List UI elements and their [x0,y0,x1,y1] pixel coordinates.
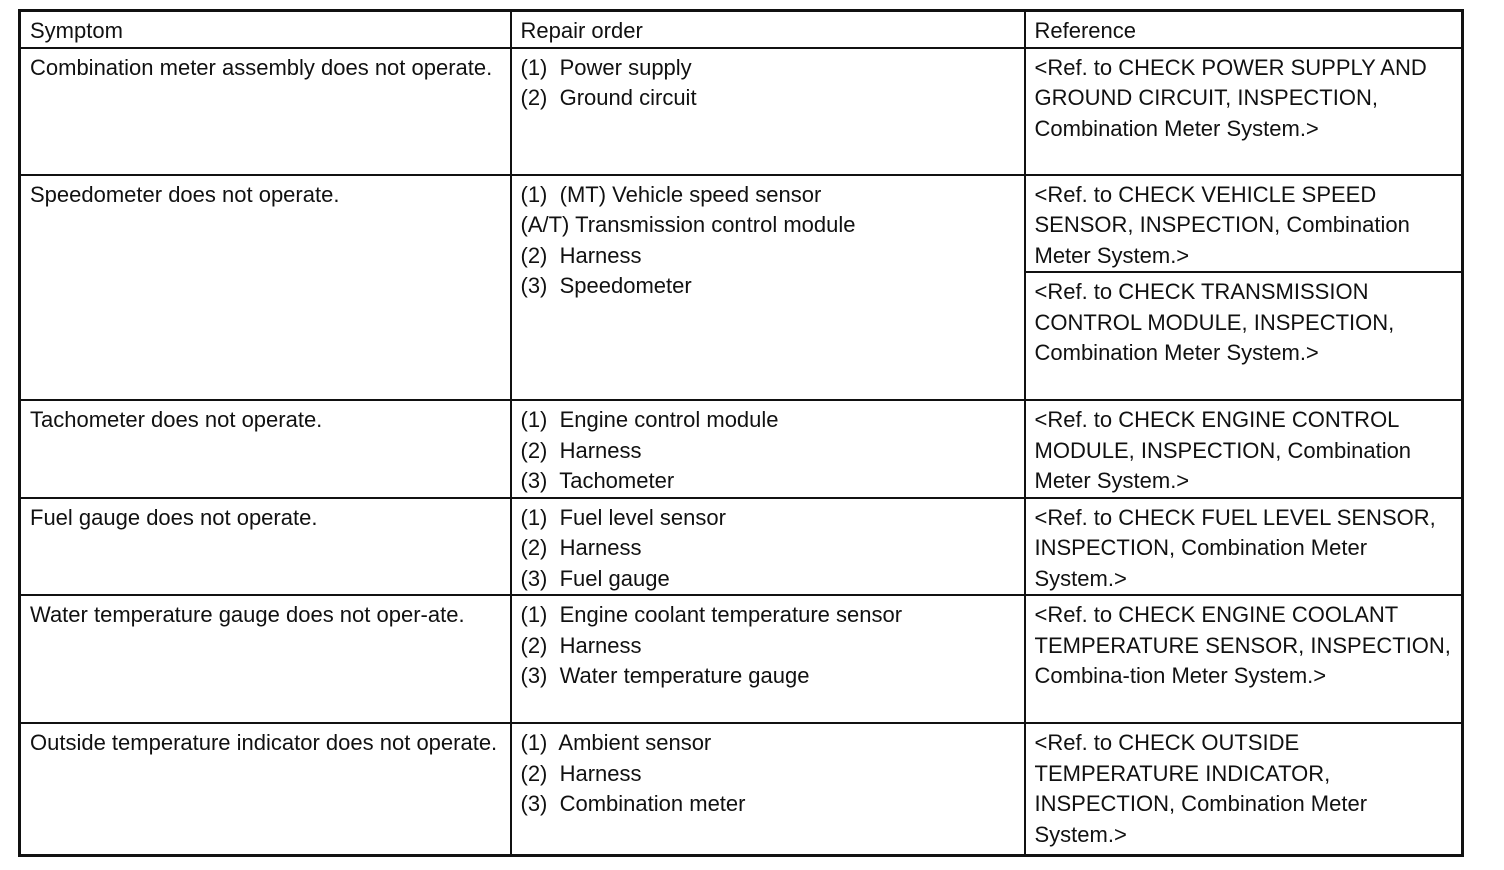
symptom-text: Water temperature gauge does not oper-ate. [30,602,465,627]
symptom-text: Speedometer does not operate. [30,181,340,207]
reference-cell [1025,175,1463,273]
symptom-cell [20,723,511,855]
table-row [20,498,1463,596]
repair-step: (3) Speedometer [520,273,692,298]
repair-step: (2) Ground circuit [520,85,697,110]
header-repair-order: Repair order [511,11,1025,48]
symptom-text: Fuel gauge does not operate. [30,504,318,530]
table-row [20,723,1463,855]
reference-cell [1025,595,1463,723]
repair-order-cell [511,595,1025,723]
reference-text: <Ref. to CHECK ENGINE CONTROL MODULE, INSPECTION, Combination Meter System.> [1034,407,1412,493]
reference-cell [1025,723,1463,855]
symptom-cell [20,595,511,723]
repair-step: (2) Harness [520,760,642,786]
symptom-cell [20,175,511,401]
repair-order-cell [511,48,1025,175]
header-reference: Reference [1025,11,1463,48]
reference-cell [1025,498,1463,596]
repair-step: (1) Fuel level sensor [520,504,726,530]
reference-cell [1025,400,1463,498]
repair-step: (3) Fuel gauge [520,565,670,591]
repair-step: (3) Combination meter [520,791,746,816]
header-row [20,11,1463,48]
repair-step: (3) Tachometer [520,468,675,493]
repair-order-cell [511,723,1025,855]
diagnosis-table [18,9,1464,857]
repair-order-cell [511,498,1025,596]
reference-text: <Ref. to CHECK VEHICLE SPEED SENSOR, INSPECTION, Combination Meter System.> [1034,181,1410,268]
symptom-cell [20,48,511,175]
repair-step: (1) Engine coolant temperature sensor [520,602,903,627]
table-row [20,175,1463,273]
reference-cell [1025,272,1463,400]
symptom-text: Tachometer does not operate. [30,407,323,432]
reference-cell [1025,48,1463,175]
table-row [20,595,1463,723]
symptom-cell [20,498,511,596]
repair-step: (1) Ambient sensor [520,730,712,755]
repair-step: (2) Harness [520,437,642,463]
repair-step: (1) Power supply [520,54,692,80]
repair-step: (A/T) Transmission control module [520,212,856,237]
reference-text: <Ref. to CHECK FUEL LEVEL SENSOR, INSPECTION, Combination Meter System.> [1034,504,1436,591]
reference-text: <Ref. to CHECK OUTSIDE TEMPERATURE INDICATOR, INSPECTION, Combination Meter System.> [1034,730,1368,847]
repair-step: (1) Engine control module [520,407,779,432]
repair-order-cell [511,175,1025,401]
symptom-text: Combination meter assembly does not operate. [30,54,493,80]
symptom-text: Outside temperature indicator does not operate. [30,730,498,755]
symptom-cell [20,400,511,498]
repair-step: (2) Harness [520,242,642,268]
table-row [20,400,1463,498]
repair-step: (3) Water temperature gauge [520,663,810,688]
reference-text: <Ref. to CHECK ENGINE COOLANT TEMPERATURE SENSOR, INSPECTION, Combina-tion Meter System.> [1034,602,1451,688]
reference-text: <Ref. to CHECK POWER SUPPLY AND GROUND CIRCUIT, INSPECTION, Combination Meter System.> [1034,54,1427,141]
table-row [20,48,1463,175]
repair-step: (1) (MT) Vehicle speed sensor [520,181,822,207]
header-symptom: Symptom [20,11,511,48]
reference-text: <Ref. to CHECK TRANSMISSION CONTROL MODULE, INSPECTION, Combination Meter System.> [1034,279,1395,365]
repair-order-cell [511,400,1025,498]
repair-step: (2) Harness [520,535,642,560]
repair-step: (2) Harness [520,632,642,658]
